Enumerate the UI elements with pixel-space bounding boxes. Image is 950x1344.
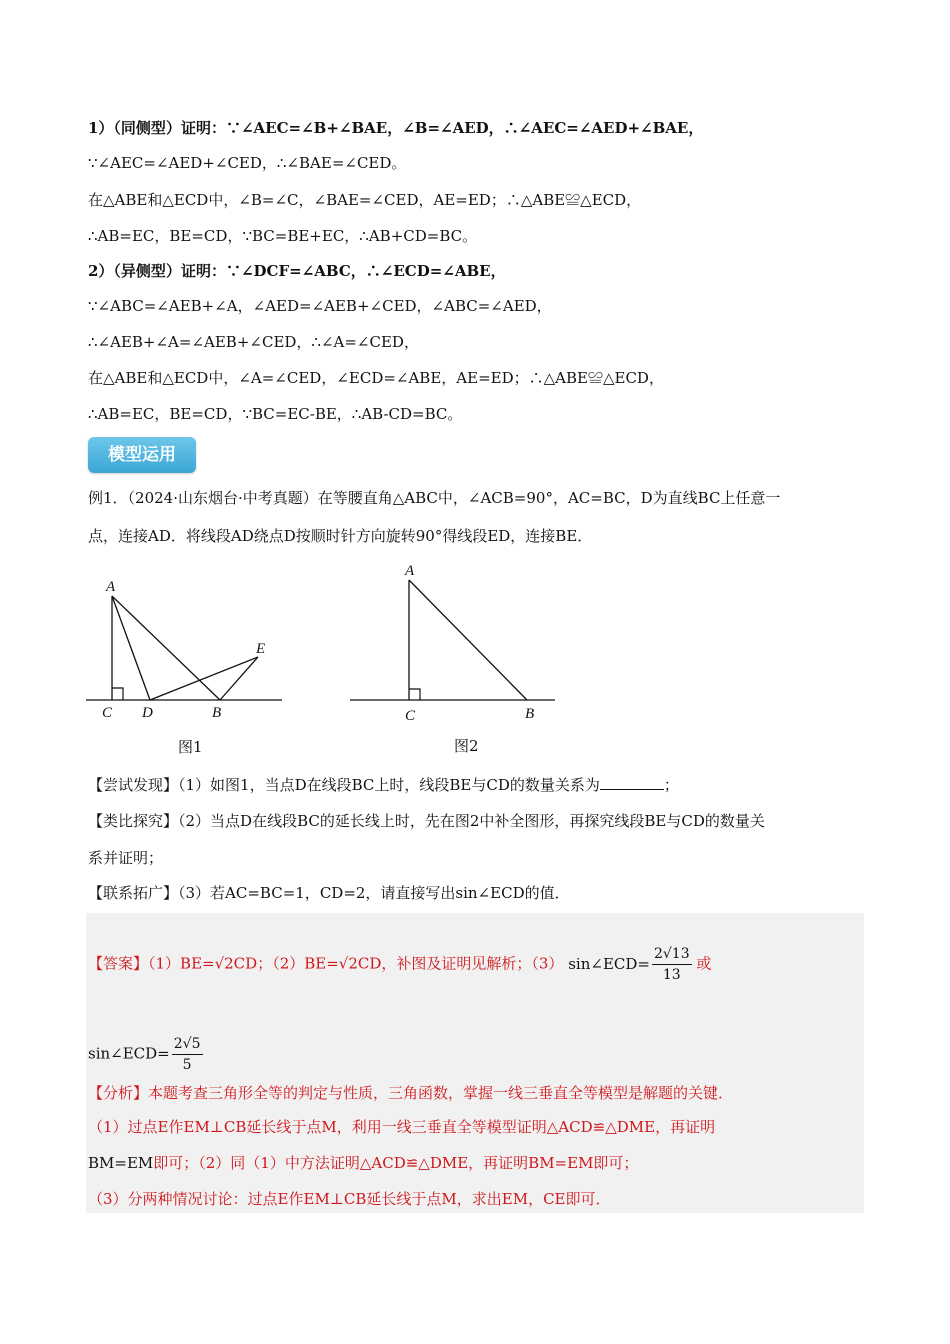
sin-label-1: sin∠ECD= xyxy=(568,954,650,973)
analysis-line2: （1）过点E作EM⊥CB延长线于点M，利用一线三垂直全等模型证明△ACD≌△DME，再证明 xyxy=(88,1118,716,1136)
proof2-line5: ∴AB=EC，BE=CD，∵BC=EC-BE，∴AB-CD=BC。 xyxy=(88,405,463,423)
figure-1 xyxy=(80,565,295,725)
analysis-line3 xyxy=(88,1153,638,1173)
proof1-line4: ∴AB=EC，BE=CD，∵BC=BE+EC，∴AB+CD=BC。 xyxy=(88,227,478,245)
proof1-line3: 在△ABE和△ECD中，∠B=∠C，∠BAE=∠CED，AE=ED；∴△ABE≌△ECD， xyxy=(88,191,642,209)
example-line1: 例1．（2024·山东烟台·中考真题）在等腰直角△ABC中，∠ACB=90°，AC=BC，D为直线BC上任意一 xyxy=(88,489,781,507)
answer-text: 【答案】（1）BE=√2CD；（2）BE=√2CD，补图及证明见解析；（3） xyxy=(88,954,564,973)
fig1-label-e: E xyxy=(256,641,266,657)
analysis-line4: （3）分两种情况讨论：过点E作EM⊥CB延长线于点M，求出EM，CE即可． xyxy=(88,1190,611,1208)
analysis-line1: 【分析】本题考查三角形全等的判定与性质，三角函数，掌握一线三垂直全等模型是解题的关键． xyxy=(88,1084,734,1102)
fig2-caption: 图2 xyxy=(454,737,479,755)
proof1-line1: 1）（同侧型）证明：∵∠AEC=∠B+∠BAE，∠B=∠AED，∴∠AEC=∠AED+∠BAE， xyxy=(88,119,704,137)
fig1-label-d: D xyxy=(142,705,153,721)
fig1-label-a: A xyxy=(106,579,116,595)
fraction-2 xyxy=(172,1034,203,1075)
question-1 xyxy=(88,775,679,795)
proof2-line1: 2）（异侧型）证明：∵∠DCF=∠ABC，∴∠ECD=∠ABE， xyxy=(88,262,506,280)
example-line2: 点，连接AD．将线段AD绕点D按顺时针方向旋转90°得线段ED，连接BE． xyxy=(88,527,593,545)
fig1-label-c: C xyxy=(102,705,113,721)
answer-or: 或 xyxy=(696,954,712,973)
question-2-line1: 【类比探究】（2）当点D在线段BC的延长线上时，先在图2中补全图形，再探究线段BE与CD的数量关 xyxy=(88,812,765,830)
proof2-line3: ∴∠AEB+∠A=∠AEB+∠CED，∴∠A=∠CED， xyxy=(88,333,419,351)
answer-blank xyxy=(600,775,664,790)
fraction-1-denominator: 13 xyxy=(662,967,681,983)
question-1-text: 【尝试发现】（1）如图1，当点D在线段BC上时，线段BE与CD的数量关系为 xyxy=(88,776,600,794)
fraction-1-numerator: 2√13 xyxy=(652,944,692,965)
fig2-label-c: C xyxy=(405,708,416,724)
fraction-2-numerator: 2√5 xyxy=(172,1034,203,1055)
answer-line2 xyxy=(88,1034,203,1075)
fig2-label-b: B xyxy=(525,706,535,722)
proof1-line2: ∵∠AEC=∠AED+∠CED，∴∠BAE=∠CED。 xyxy=(88,154,407,172)
figure-2 xyxy=(345,560,560,725)
fig1-label-b: B xyxy=(212,705,222,721)
question-2-line2: 系并证明； xyxy=(88,849,164,867)
sin-label-2: sin∠ECD= xyxy=(88,1044,170,1063)
proof2-line2: ∵∠ABC=∠AEB+∠A，∠AED=∠AEB+∠CED，∠ABC=∠AED， xyxy=(88,297,552,315)
sin-ecd-1 xyxy=(568,946,696,983)
fig1-caption: 图1 xyxy=(178,738,203,756)
analysis-line3-text: 即可；（2）同（1）中方法证明△ACD≌△DME，再证明BM=EM即可； xyxy=(153,1154,639,1172)
question-1-end: ； xyxy=(663,776,679,794)
analysis-bm-em: BM=EM xyxy=(88,1154,154,1172)
fraction-2-denominator: 5 xyxy=(182,1057,192,1073)
question-3: 【联系拓广】（3）若AC=BC=1，CD=2，请直接写出sin∠ECD的值． xyxy=(88,884,570,902)
fig2-label-a: A xyxy=(405,563,415,579)
proof2-line4: 在△ABE和△ECD中，∠A=∠CED，∠ECD=∠ABE，AE=ED；∴△ABE≌△ECD， xyxy=(88,369,664,387)
fraction-1 xyxy=(652,944,692,985)
answer-line1 xyxy=(88,944,711,985)
section-badge: 模型运用 xyxy=(88,437,196,473)
